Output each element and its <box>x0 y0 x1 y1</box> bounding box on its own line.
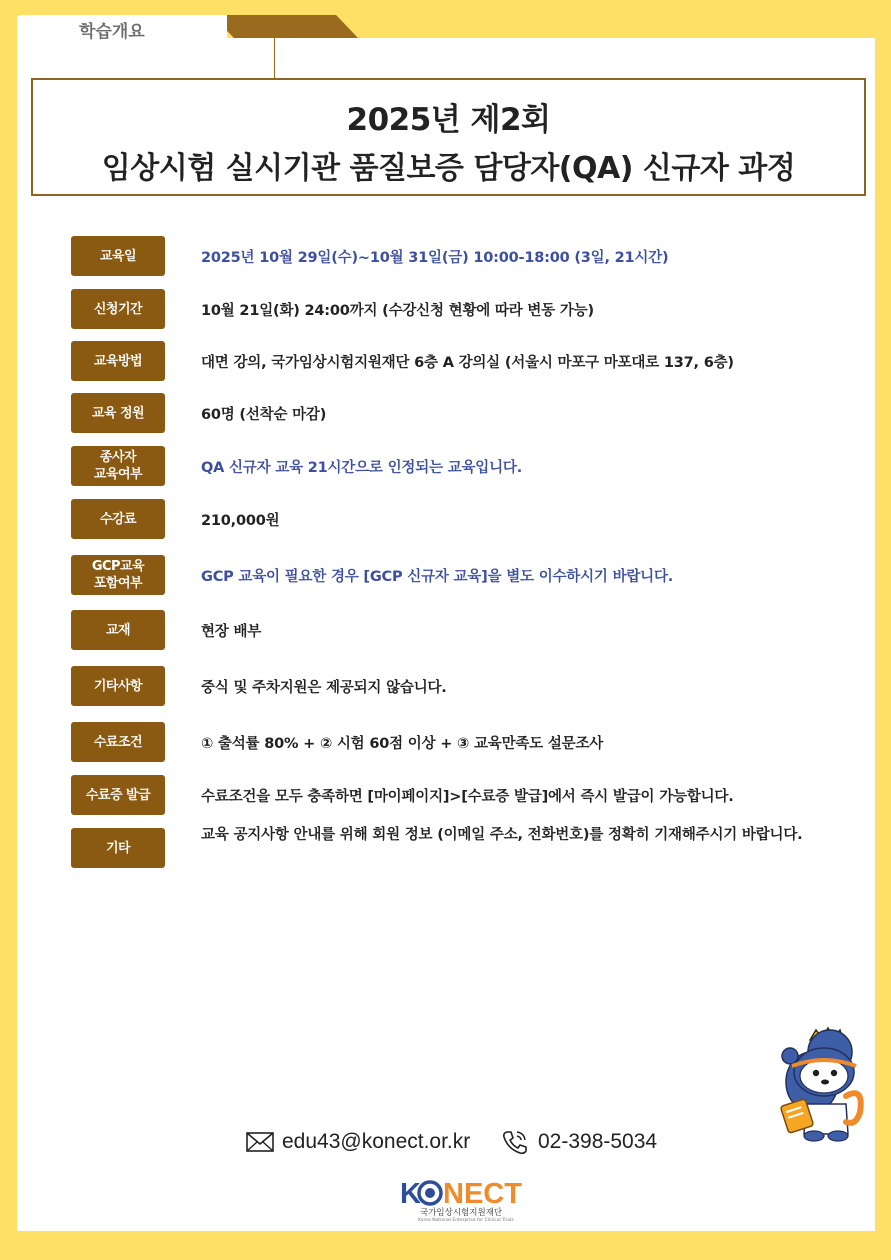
row-value: 60명 (선착순 마감) <box>201 406 327 423</box>
phone-number[interactable]: 02-398-5034 <box>538 1130 658 1153</box>
email-contact <box>246 1128 470 1156</box>
row-label: GCP교육 포함여부 <box>71 555 165 595</box>
info-row-fee <box>71 499 871 539</box>
phone-contact <box>502 1128 657 1156</box>
info-row-capacity <box>71 393 871 433</box>
envelope-icon <box>246 1132 274 1152</box>
row-value: 210,000원 <box>201 512 280 529</box>
row-value: 중식 및 주차지원은 제공되지 않습니다. <box>201 679 447 696</box>
info-row-textbook <box>71 610 871 650</box>
row-value: 10월 21일(화) 24:00까지 (수강신청 현황에 따라 변동 가능) <box>201 302 594 319</box>
section-tab: 학습개요 <box>17 15 227 49</box>
phone-icon <box>502 1129 528 1155</box>
row-value: 교육 공지사항 안내를 위해 회원 정보 (이메일 주소, 전화번호)를 정확히 기재해주시기 바랍니다. <box>201 827 803 843</box>
row-label: 교육방법 <box>71 341 165 381</box>
row-value: 수료조건을 모두 충족하면 [마이페이지]>[수료증 발급]에서 즉시 발급이 가능합니다. <box>201 788 734 805</box>
tab-divider <box>274 38 275 78</box>
row-label: 신청기간 <box>71 289 165 329</box>
info-row-gcp <box>71 555 871 595</box>
konect-logo <box>400 1176 530 1226</box>
info-row-etc <box>71 828 871 868</box>
row-label: 기타 <box>71 828 165 868</box>
row-value: GCP 교육이 필요한 경우 [GCP 신규자 교육]을 별도 이수하시기 바랍니다. <box>201 568 674 585</box>
konect-wordmark <box>400 1176 525 1208</box>
row-label: 종사자 교육여부 <box>71 446 165 486</box>
email-address[interactable]: edu43@konect.or.kr <box>282 1130 471 1153</box>
row-value: 대면 강의, 국가임상시험지원재단 6층 A 강의실 (서울시 마포구 마포대로 137, 6층) <box>201 354 734 371</box>
info-row-date <box>71 236 871 276</box>
info-row-other-notes <box>71 666 871 706</box>
logo-subtitle-en: Korea National Enterprise for Clinical Trials <box>418 1218 514 1223</box>
row-value: ① 출석률 80% + ② 시험 60점 이상 + ③ 교육만족도 설문조사 <box>201 735 604 752</box>
row-value: 현장 배부 <box>201 623 262 640</box>
info-row-application-period <box>71 289 871 329</box>
info-row-certificate <box>71 775 871 815</box>
row-label: 수료증 발급 <box>71 775 165 815</box>
row-label: 교육 정원 <box>71 393 165 433</box>
svg-text:NECT: NECT <box>443 1178 522 1208</box>
course-title: 임상시험 실시기관 품질보증 담당자(QA) 신규자 과정 <box>101 151 796 186</box>
logo-subtitle: 국가임상시험지원재단 <box>420 1208 503 1218</box>
row-label: 교육일 <box>71 236 165 276</box>
row-label: 교재 <box>71 610 165 650</box>
mascot-illustration <box>776 1026 868 1144</box>
info-row-worker-education <box>71 446 871 486</box>
svg-text:K: K <box>400 1178 421 1208</box>
info-row-completion-requirements <box>71 722 871 762</box>
row-value: 2025년 10월 29일(수)~10월 31일(금) 10:00-18:00 (3일, 21시간) <box>201 249 669 266</box>
info-row-method <box>71 341 871 381</box>
row-label: 수강료 <box>71 499 165 539</box>
row-label: 수료조건 <box>71 722 165 762</box>
row-value: QA 신규자 교육 21시간으로 인정되는 교육입니다. <box>201 459 522 476</box>
title-year: 2025년 제2회 <box>346 102 551 138</box>
title-box <box>31 78 866 196</box>
row-label: 기타사항 <box>71 666 165 706</box>
tab-accent <box>212 15 358 38</box>
